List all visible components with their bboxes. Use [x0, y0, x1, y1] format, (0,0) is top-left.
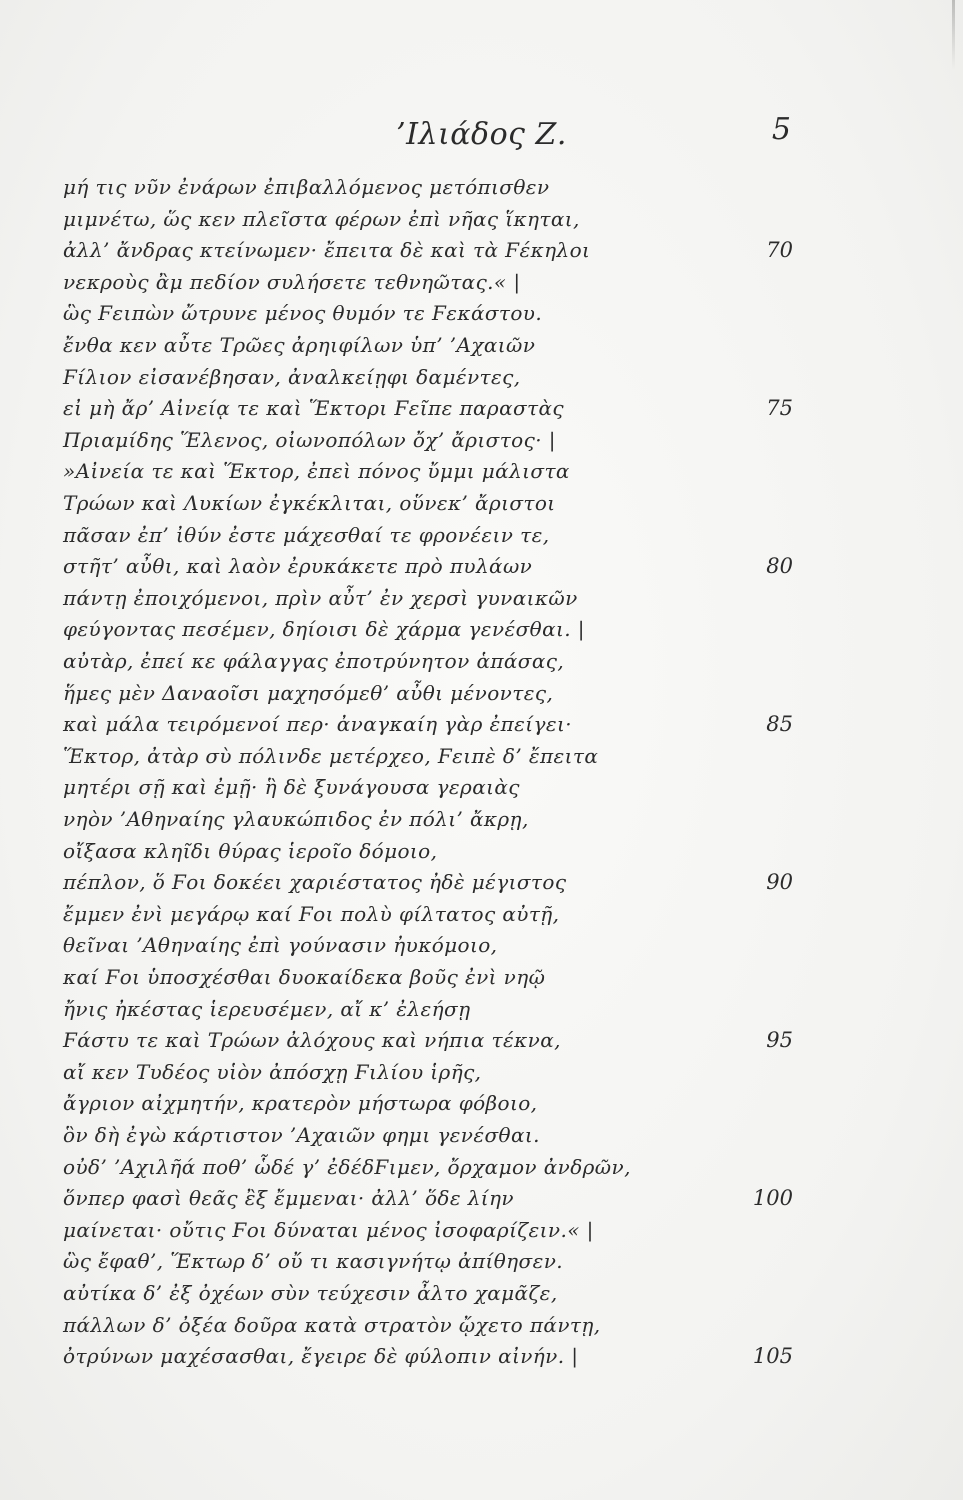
verse-line: μητέρι σῇ καὶ ἐμῇ· ἣ δὲ ξυνάγουσα γεραιὰς	[63, 775, 520, 800]
verse-line: καί Ϝοι ὑποσχέσθαι δυοκαίδεκα βοῦς ἐνὶ νηῷ	[63, 965, 546, 989]
running-header-title: ’Ιλιάδος Ζ.	[396, 117, 567, 152]
page-edge-mark	[952, 0, 955, 70]
verse-line: εἰ μὴ ἄρ’ Αἰνείᾳ τε καὶ Ἕκτορι Ϝεῖπε παραστὰς	[63, 396, 564, 421]
verse-line-number: 90	[766, 870, 793, 895]
verse-line: αὐτὰρ, ἐπεί κε φάλαγγας ἐποτρύνητον ἁπάσας,	[63, 649, 565, 673]
verse-line: φεύγοντας πεσέμεν, δηίοισι δὲ χάρμα γενέσθαι. |	[63, 617, 585, 642]
verse-line: ἥμες μὲν Δαναοῖσι μαχησόμεθ’ αὖθι μένοντες,	[63, 680, 554, 705]
verse-line-number: 85	[766, 712, 793, 737]
verse-line: ἤνις ἠκέστας ἱερευσέμεν, αἴ κ’ ἐλεήσῃ	[63, 996, 471, 1021]
verse-line-number: 70	[766, 238, 793, 263]
verse-line: Τρώων καὶ Λυκίων ἐγκέκλιται, οὕνεκ’ ἄριστοι	[63, 491, 556, 515]
verse-line: ὣς ἔφαθ’, Ἕκτωρ δ’ οὔ τι κασιγνήτῳ ἀπίθησεν.	[63, 1249, 564, 1274]
page-number: 5	[771, 112, 791, 147]
verse-line: οὐδ’ ’Αχιλῆά ποθ’ ὧδέ γ’ ἐδέδϜιμεν, ὄρχαμον ἀνδρῶν,	[63, 1154, 631, 1179]
verse-line: αἴ κεν Τυδέος υἱὸν ἀπόσχῃ Ϝιλίου ἱρῆς,	[63, 1059, 482, 1084]
verse-line-number: 75	[766, 396, 793, 421]
verse-line: ἔμμεν ἐνὶ μεγάρῳ καί Ϝοι πολὺ φίλτατος αὐτῇ,	[63, 901, 560, 926]
verse-line: καὶ μάλα τειρόμενοί περ· ἀναγκαίη γὰρ ἐπείγει·	[63, 712, 573, 737]
verse-line: πᾶσαν ἐπ’ ἰθύν ἐστε μάχεσθαί τε φρονέειν τε,	[63, 522, 550, 547]
verse-line: αὐτίκα δ’ ἐξ ὀχέων σὺν τεύχεσιν ἆλτο χαμᾶζε,	[63, 1281, 558, 1305]
verse-line: νηὸν ’Αθηναίης γλαυκώπιδος ἐν πόλι’ ἄκρῃ,	[63, 807, 529, 831]
verse-line: ὀτρύνων μαχέσασθαι, ἔγειρε δὲ φύλοπιν αἰνήν. |	[63, 1344, 579, 1369]
verse-line-number: 100	[752, 1186, 793, 1211]
verse-line: ὃν δὴ ἐγὼ κάρτιστον ’Αχαιῶν φημι γενέσθαι.	[63, 1123, 540, 1147]
verse-line: Πριαμίδης Ἕλενος, οἰωνοπόλων ὄχ’ ἄριστος· |	[63, 427, 556, 452]
verse-line: οἴξασα κληῖδι θύρας ἱεροῖο δόμοιο,	[63, 838, 438, 863]
verse-line: πέπλον, ὅ Ϝοι δοκέει χαριέστατος ἠδὲ μέγιστος	[63, 870, 567, 895]
verse-line: »Αἰνεία τε καὶ Ἕκτορ, ἐπεὶ πόνος ὔμμι μάλιστα	[63, 459, 570, 484]
verse-line-number: 105	[752, 1344, 793, 1369]
verse-line: Ϝίλιον εἰσανέβησαν, ἀναλκείῃφι δαμέντες,	[63, 364, 521, 389]
verse-line: ὣς Ϝειπὼν ὤτρυνε μένος θυμόν τε Ϝεκάστου.	[63, 301, 543, 326]
verse-line: στῆτ’ αὖθι, καὶ λαὸν ἐρυκάκετε πρὸ πυλάων	[63, 554, 533, 579]
verse-line: Ἕκτορ, ἀτὰρ σὺ πόλινδε μετέρχεο, Ϝειπὲ δ’ ἔπειτα	[63, 743, 599, 768]
verse-line: ἔνθα κεν αὖτε Τρῶες ἀρηιφίλων ὑπ’ ’Αχαιῶν	[63, 333, 536, 357]
verse-line: πάντῃ ἐποιχόμενοι, πρὶν αὖτ’ ἐν χερσὶ γυναικῶν	[63, 585, 578, 610]
verse-line: μαίνεται· οὔτις Ϝοι δύναται μένος ἰσοφαρίζειν.« |	[63, 1217, 594, 1242]
verse-line: ἄγριον αἰχμητήν, κρατερὸν μήστωρα φόβοιο,	[63, 1091, 538, 1116]
verse-line: θεῖναι ’Αθηναίης ἐπὶ γούνασιν ἠυκόμοιο,	[63, 933, 498, 958]
verse-line: πάλλων δ’ ὀξέα δοῦρα κατὰ στρατὸν ᾤχετο πάντῃ,	[63, 1312, 601, 1337]
verse-line: μή τις νῦν ἐνάρων ἐπιβαλλόμενος μετόπισθεν	[63, 175, 550, 199]
verse-line: ἀλλ’ ἄνδρας κτείνωμεν· ἔπειτα δὲ καὶ τὰ Ϝέκηλοι	[63, 238, 591, 263]
verse-line-number: 80	[766, 554, 793, 579]
verse-line: νεκροὺς ἂμ πεδίον συλήσετε τεθνηῶτας.« |	[63, 269, 521, 294]
verse-line: μιμνέτω, ὥς κεν πλεῖστα φέρων ἐπὶ νῆας ἵκηται,	[63, 206, 580, 231]
verse-line-number: 95	[766, 1028, 793, 1053]
verse-line: Ϝάστυ τε καὶ Τρώων ἀλόχους καὶ νήπια τέκνα,	[63, 1028, 561, 1053]
verse-line: ὅνπερ φασὶ θεᾶς ἒξ ἔμμεναι· ἀλλ’ ὅδε λίην	[63, 1186, 514, 1211]
